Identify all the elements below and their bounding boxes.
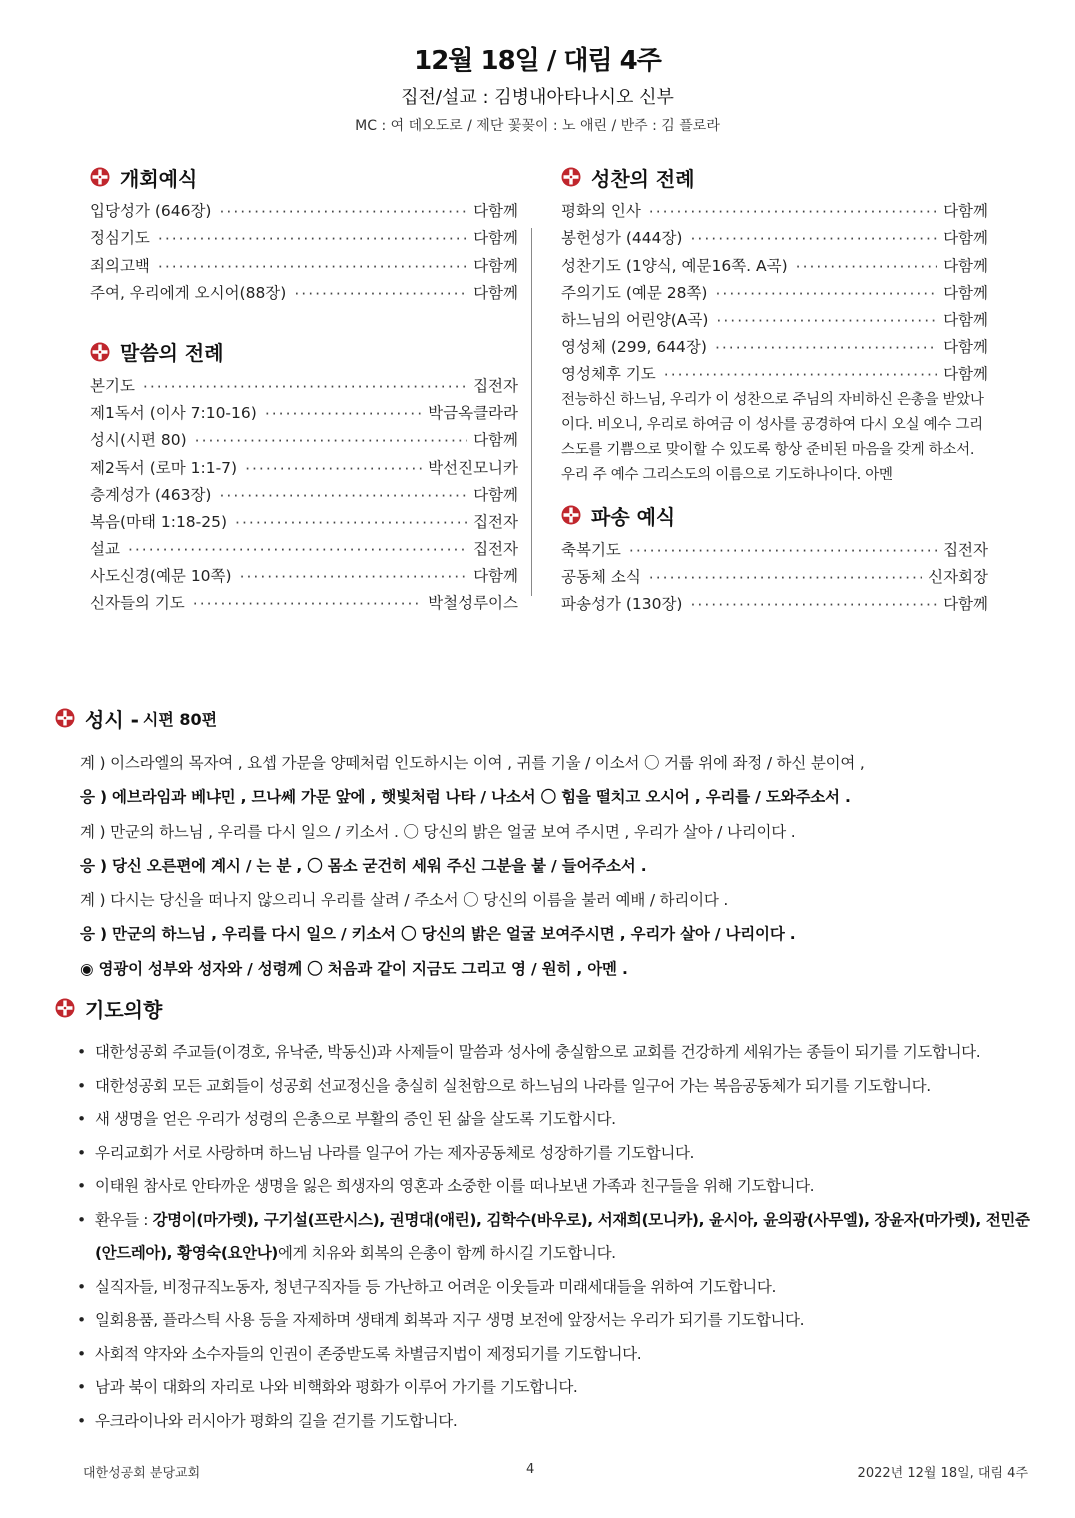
service-item-label: 정심기도: [90, 229, 150, 248]
service-item-label: 공동체 소식: [561, 567, 641, 586]
section-heading-psalm: [55, 700, 1035, 736]
service-row: [561, 194, 988, 221]
psalm-subtitle: 시편 80편: [142, 709, 218, 729]
footer-date: 2022년 12월 18일, 대림 4주: [857, 1466, 1028, 1481]
section-title: 파송 예식: [591, 504, 676, 529]
service-item-label: 평화의 인사: [561, 202, 641, 221]
dot-leader: [715, 339, 937, 357]
service-row: [561, 587, 988, 614]
section-heading-eucharist: [561, 160, 988, 194]
list-item-sick: [77, 1204, 1035, 1271]
service-row: [90, 396, 518, 423]
service-item-label: 복음(마태 1:18-25): [90, 512, 228, 531]
opening-list: [90, 194, 518, 303]
dot-leader: [649, 203, 937, 221]
service-item-leader: 다함께: [943, 202, 988, 221]
list-item: • 남과 북이 대화의 자리로 나와 비핵화와 평화가 이루어 가기를 기도합니다.: [77, 1371, 1035, 1405]
dot-leader: [664, 366, 937, 384]
left-column: [90, 160, 518, 613]
service-item-label: 죄의고백: [90, 256, 150, 275]
section-title: 성시 -: [85, 707, 139, 732]
section-title: 말씀의 전례: [120, 341, 224, 366]
service-item-leader: 다함께: [473, 485, 518, 504]
service-item-leader: 집전자: [943, 540, 988, 559]
service-item-label: 본기도: [90, 376, 135, 395]
column-divider: [531, 228, 532, 596]
page-header: [0, 40, 1075, 135]
service-item-leader: 다함께: [943, 365, 988, 384]
bullet: •: [77, 1411, 86, 1430]
dot-leader: [158, 230, 467, 248]
psalm-line: 응 ) 당신 오른편에 계시 / 는 분 , 〇 몸소 굳건히 세워 주신 그분을 붙 / 들어주소서 .: [80, 856, 647, 875]
dot-leader: [690, 230, 937, 248]
dot-leader: [716, 312, 937, 330]
service-row: [561, 532, 988, 559]
dot-leader: [128, 541, 467, 559]
word-list: [90, 369, 518, 614]
service-item-label: 영성체 (299, 644장): [561, 338, 707, 357]
service-item-leader: 박선진모니카: [428, 458, 518, 477]
dot-leader: [649, 569, 922, 587]
page-title: 12월 18일 / 대림 4주: [414, 46, 661, 76]
service-row: [90, 194, 518, 221]
sick-names: 강명이(마가렛), 구기설(프란시스), 권명대(애린), 김학수(바우로), 서재희(모니카), 윤시아, 윤의광(사무엘), 장윤자(마가렛), 전민준(안드레아), 황영숙(요안나): [95, 1210, 1030, 1262]
service-row: [561, 357, 988, 384]
sick-intro: 환우들 :: [95, 1210, 153, 1229]
psalm-section: [55, 700, 1035, 986]
service-row: [90, 369, 518, 396]
dot-leader: [265, 405, 422, 423]
service-item-leader: 다함께: [473, 283, 518, 302]
service-row: [90, 532, 518, 559]
bullet: •: [77, 1378, 86, 1396]
service-row: [561, 560, 988, 587]
dot-leader: [240, 568, 468, 586]
psalm-line: 계 ) 이스라엘의 목자여 , 요셉 가문을 양떼처럼 인도하시는 이여 , 귀를 기울 / 이소서 〇 거룹 위에 좌정 / 하신 분이여 ,: [80, 754, 865, 772]
service-item-label: 영성체후 기도: [561, 365, 656, 384]
dot-leader: [158, 258, 467, 276]
service-item-leader: 다함께: [943, 256, 988, 275]
service-item-leader: 다함께: [943, 229, 988, 248]
dot-leader: [245, 460, 422, 478]
psalm-line: ◉ 영광이 성부와 성자와 / 성령께 〇 처음과 같이 지금도 그리고 영 / 원히 , 아멘 .: [80, 959, 628, 978]
service-item-label: 축복기도: [561, 540, 621, 559]
list-item: • 이태원 참사로 안타까운 생명을 잃은 희생자의 영혼과 소중한 이를 떠나보낸 가족과 친구들을 위해 기도합니다.: [77, 1170, 1035, 1204]
dot-leader: [629, 542, 937, 560]
section-heading-word: [90, 335, 518, 369]
service-item-label: 주의기도 (예문 28쪽): [561, 283, 708, 302]
service-row: [90, 505, 518, 532]
service-item-leader: 다함께: [473, 229, 518, 248]
list-item: • 우크라이나와 러시아가 평화의 길을 걷기를 기도합니다.: [77, 1405, 1035, 1439]
prayer-intentions-section: [55, 990, 1035, 1438]
service-row: [561, 221, 988, 248]
section-heading-opening: [90, 160, 518, 194]
section-title: 개회예식: [120, 166, 198, 191]
bullet: •: [77, 1277, 86, 1296]
service-row: [561, 276, 988, 303]
service-item-label: 주여, 우리에게 오시어(88장): [90, 283, 287, 302]
list-item: • 사회적 약자와 소수자들의 인권이 존중받도록 차별금지법이 제정되기를 기도합니다.: [77, 1338, 1035, 1372]
bullet: •: [77, 1043, 86, 1061]
service-item-leader: 집전자: [473, 376, 518, 395]
service-item-label: 제2독서 (로마 1:1-7): [90, 458, 238, 477]
list-item: • 새 생명을 얻은 우리가 성령의 은총으로 부활의 증인 된 삶을 살도록 기도합시다.: [77, 1103, 1035, 1137]
service-row: [90, 221, 518, 248]
sick-rest: 에게 치유와 회복의 은총이 함께 하시길 기도합니다.: [277, 1244, 616, 1262]
cross-icon: [561, 505, 581, 525]
service-row: [561, 303, 988, 330]
right-column: [561, 160, 988, 614]
cross-icon: [90, 342, 110, 362]
service-item-leader: 신자회장: [928, 567, 988, 586]
service-item-leader: 다함께: [943, 594, 988, 613]
service-row: [90, 586, 518, 613]
bullet: •: [77, 1210, 86, 1229]
intentions-list: [77, 1036, 1035, 1438]
list-item: • 대한성공회 주교들(이경호, 유낙준, 박동신)과 사제들이 말씀과 성사에 충실함으로 교회를 건강하게 세워가는 종들이 되기를 기도합니다.: [77, 1036, 1035, 1070]
cross-icon: [90, 167, 110, 187]
cross-icon: [55, 708, 75, 728]
dot-leader: [235, 514, 467, 532]
service-item-leader: 다함께: [473, 567, 518, 586]
psalm-line: 응 ) 에브라임과 베냐민 , 므나쎄 가문 앞에 , 햇빛처럼 나타 / 나소서 〇 힘을 떨치고 오시어 , 우리를 / 도와주소서 .: [80, 788, 851, 807]
service-item-label: 사도신경(예문 10쪽): [90, 567, 232, 586]
dismissal-list: [561, 532, 988, 614]
post-communion-prayer: 전능하신 하느님, 우리가 이 성찬으로 주님의 자비하신 은총을 받았나이다. 비오니, 우리로 하여금 이 성사를 공경하여 다시 오실 예수 그리스도를 기쁨으로 맞이할 수 있도록 항상 준비된 마음을 갖게 하소서. 우리 주 예수 그리스도의 이름으로 기도하나이다. 아멘: [561, 392, 984, 484]
dot-leader: [219, 203, 467, 221]
service-item-leader: 다함께: [943, 310, 988, 329]
service-item-label: 봉헌성가 (444장): [561, 229, 683, 248]
dot-leader: [195, 432, 467, 450]
page-number: 4: [526, 1462, 535, 1477]
service-item-label: 입당성가 (646장): [90, 202, 212, 221]
service-row: [90, 276, 518, 303]
cross-icon: [561, 167, 581, 187]
service-item-label: 층계성가 (463장): [90, 485, 212, 504]
mc-line: MC : 여 데오도로 / 제단 꽃꽂이 : 노 애린 / 반주 : 김 플로라: [355, 118, 720, 134]
service-item-leader: 다함께: [943, 283, 988, 302]
dot-leader: [690, 596, 937, 614]
psalm-line: 계 ) 다시는 당신을 떠나지 않으리니 우리를 살려 / 주소서 〇 당신의 이름을 불러 예배 / 하리이다 .: [80, 891, 729, 910]
dot-leader: [796, 258, 937, 276]
bullet: •: [77, 1076, 86, 1095]
psalm-lines: [80, 746, 1035, 986]
service-item-leader: 집전자: [473, 512, 518, 531]
dot-leader: [715, 285, 937, 303]
service-row: [90, 248, 518, 275]
service-item-leader: 다함께: [473, 202, 518, 221]
bullet: •: [77, 1110, 86, 1128]
section-title: 성찬의 전례: [591, 166, 695, 191]
footer-church: 대한성공회 분당교회: [83, 1466, 201, 1481]
psalm-line: 계 ) 만군의 하느님 , 우리를 다시 일으 / 키소서 . 〇 당신의 밝은 얼굴 보여 주시면 , 우리가 살아 / 나리이다 .: [80, 822, 796, 841]
bullet: •: [77, 1143, 86, 1162]
dot-leader: [294, 285, 467, 303]
cross-icon: [55, 998, 75, 1018]
list-item: • 일회용품, 플라스틱 사용 등을 자제하며 생태계 회복과 지구 생명 보전에 앞장서는 우리가 되기를 기도합니다.: [77, 1304, 1035, 1338]
psalm-line: 응 ) 만군의 하느님 , 우리를 다시 일으 / 키소서 〇 당신의 밝은 얼굴 보여주시면 , 우리가 살아 / 나리이다 .: [80, 925, 796, 944]
service-item-leader: 집전자: [473, 540, 518, 559]
service-item-label: 설교: [90, 540, 120, 559]
service-item-label: 파송성가 (130장): [561, 594, 683, 613]
service-item-label: 신자들의 기도: [90, 594, 185, 613]
service-row: [561, 248, 988, 275]
bullet: •: [77, 1344, 86, 1363]
service-item-leader: 다함께: [473, 431, 518, 450]
service-item-leader: 다함께: [473, 256, 518, 275]
list-item: • 실직자들, 비정규직노동자, 청년구직자들 등 가난하고 어려운 이웃들과 미래세대들을 위하여 기도합니다.: [77, 1271, 1035, 1305]
service-row: [90, 559, 518, 586]
service-row: [90, 478, 518, 505]
service-row: [561, 330, 988, 357]
section-heading-intentions: [55, 990, 1035, 1026]
section-title: 기도의향: [85, 997, 163, 1022]
dot-leader: [193, 595, 422, 613]
list-item: • 우리교회가 서로 사랑하며 하느님 나라를 일구어 가는 제자공동체로 성장하기를 기도합니다.: [77, 1137, 1035, 1171]
celebrant-line: 집전/설교 : 김병내아타나시오 신부: [401, 87, 674, 108]
service-item-label: 성찬기도 (1양식, 예문16쪽. A곡): [561, 256, 788, 275]
service-item-label: 하느님의 어린양(A곡): [561, 310, 709, 329]
eucharist-list: [561, 194, 988, 384]
bullet: •: [77, 1311, 86, 1329]
service-item-label: 성시(시편 80): [90, 431, 187, 450]
section-heading-dismissal: [561, 498, 988, 532]
service-item-leader: 박철성루이스: [428, 594, 518, 613]
service-row: [90, 423, 518, 450]
service-item-label: 제1독서 (이사 7:10-16): [90, 404, 257, 423]
bullet: •: [77, 1177, 86, 1195]
dot-leader: [143, 378, 467, 396]
dot-leader: [219, 487, 467, 505]
list-item: • 대한성공회 모든 교회들이 성공회 선교정신을 충실히 실천함으로 하느님의 나라를 일구어 가는 복음공동체가 되기를 기도합니다.: [77, 1070, 1035, 1104]
service-item-leader: 박금옥클라라: [428, 404, 518, 423]
service-row: [90, 450, 518, 477]
service-item-leader: 다함께: [943, 338, 988, 357]
